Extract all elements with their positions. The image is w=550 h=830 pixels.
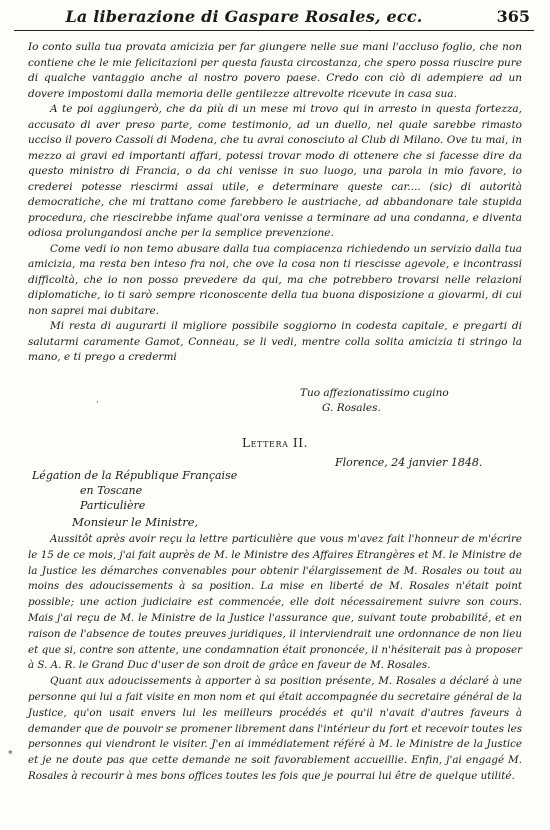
print-speck: · [96,398,99,408]
letter-two-paragraph: Quant aux adoucissements à apporter à sa position présente, M. Rosales a déclaré à une personne qui lui a fait visite en mon nom et qui était accompagnée du secretaire général de la Justice, qu'on usait envers lui les meilleurs procédés et qu'il n'avait d'autres faveurs à demander que de pouvoir se promener librement dans l'intérieur du fort et recevoir toutes les personnes qui viendront le visiter. J'en ai immédiatement référé à M. le Ministre de la Justice et je ne doute pas que cette demande ne soit favorablement accueillie. Enfin, j'ai engagé M. Rosales à recourir à mes bons offices toutes les fois que je pourrai lui être de quelque utilité. [28,675,522,782]
letter-one-paragraph: Io conto sulla tua provata amicizia per far giungere nelle sue mani l'accluso foglio, che non contiene che le mie felicitazioni per questa fausta circostanza, che spero possa riuscire pure di qualche vantaggio anche al nostro povero paese. Credo con ciò di adempiere ad un dovere impostomi dalla memoria delle gentilezze altrevolte ricevute in casa sua. [28,41,522,100]
letter-one-body [28,40,522,366]
letter-one-paragraph: A te poi aggiungerò, che da più di un mese mi trovo qui in arresto in questa fortezza, accusato di aver preso parte, come testimonio, ad un duello, nel quale sarebbe rimasto ucciso il povero Cassoli di Modena, che tu avrai conosciuto al Club di Milano. Ove tu mai, in mezzo ai gravi ed importanti affari, potessi trovar modo di ottenere che si facesse dire da questo ministro di Francia, o da chi venisse in suo luogo, una parola in mio favore, io crederei potesse riescirmi assai utile, e determinare queste car.... (sic) di autorità democratiche, che mi trattano come farebbero le austriache, ad abbandonare tale stupida procedura, che riescirebbe infame qual'ora venisse a terminare ad una condanna, e diventa odiosa prolungandosi anche per la semplice prevenzione. [28,103,522,239]
address-line: en Toscane [80,484,143,497]
address-line: Légation de la République Française [32,469,238,482]
letter-one-closing-block [300,386,530,416]
letter-two-body [28,532,522,785]
letter-two-paragraph: Aussitôt après avoir reçu la lettre particulière que vous m'avez fait l'honneur de m'écrire le 15 de ce mois, j'ai fait auprès de M. le Ministre des Affaires Etrangères et M. le Ministre de la Justice les démarches convenables pour obtenir l'élargissement de M. Rosales ou tout au moins des adoucissements à sa position. La mise en liberté de M. Rosales n'était point possible; une action judiciaire est commencée, elle doit nécessairement suivre son cours. Mais j'ai reçu de M. le Ministre de la Justice l'assurance que, suivant toute probabilité, et en raison de l'absence de toutes preuves juridiques, il interviendrait une ordonnance de non lieu et que si, contre son attente, une condamnation était prononcée, il n'hésiterait pas à proposer à S. A. R. le Grand Duc d'user de son droit de grâce en faveur de M. Rosales. [28,533,522,672]
page-header [14,4,534,31]
letter-one-paragraph: Come vedi io non temo abusare dalla tua compiacenza richiedendo un servizio dalla tua amicizia, ma resta ben inteso fra noi, che ove la cosa non ti riescisse agevole, e incontrassi difficoltà, che io non posso prevedere da qui, ma che potrebbero trovarsi nelle relazioni diplomatiche, io ti sarò sempre riconoscente della tua buona disposizione a giovarmi, di cui non saprei mai dubitare. [28,242,522,317]
letter-one-paragraph: Mi resta di augurarti il migliore possibile soggiorno in codesta capitale, e pregarti di salutarmi caramente Gamot, Conneau, se li vedi, mentre colla solita amicizia ti stringo la mano, e ti prego a credermi [28,320,522,363]
page-number: 365 [496,7,530,26]
letter-two-heading: Lettera II. [242,436,308,450]
margin-mark: * [8,750,13,760]
letter-two-address [32,468,237,513]
letter-two-salutation: Monsieur le Ministre, [72,515,199,529]
running-title: La liberazione di Gaspare Rosales, ecc. [65,7,423,26]
letter-two-dateline: Florence, 24 janvier 1848. [335,456,483,469]
letter-one-signature: G. Rosales. [322,402,381,414]
address-line: Particulière [80,499,146,512]
letter-one-closing: Tuo affezionatissimo cugino [300,387,449,399]
